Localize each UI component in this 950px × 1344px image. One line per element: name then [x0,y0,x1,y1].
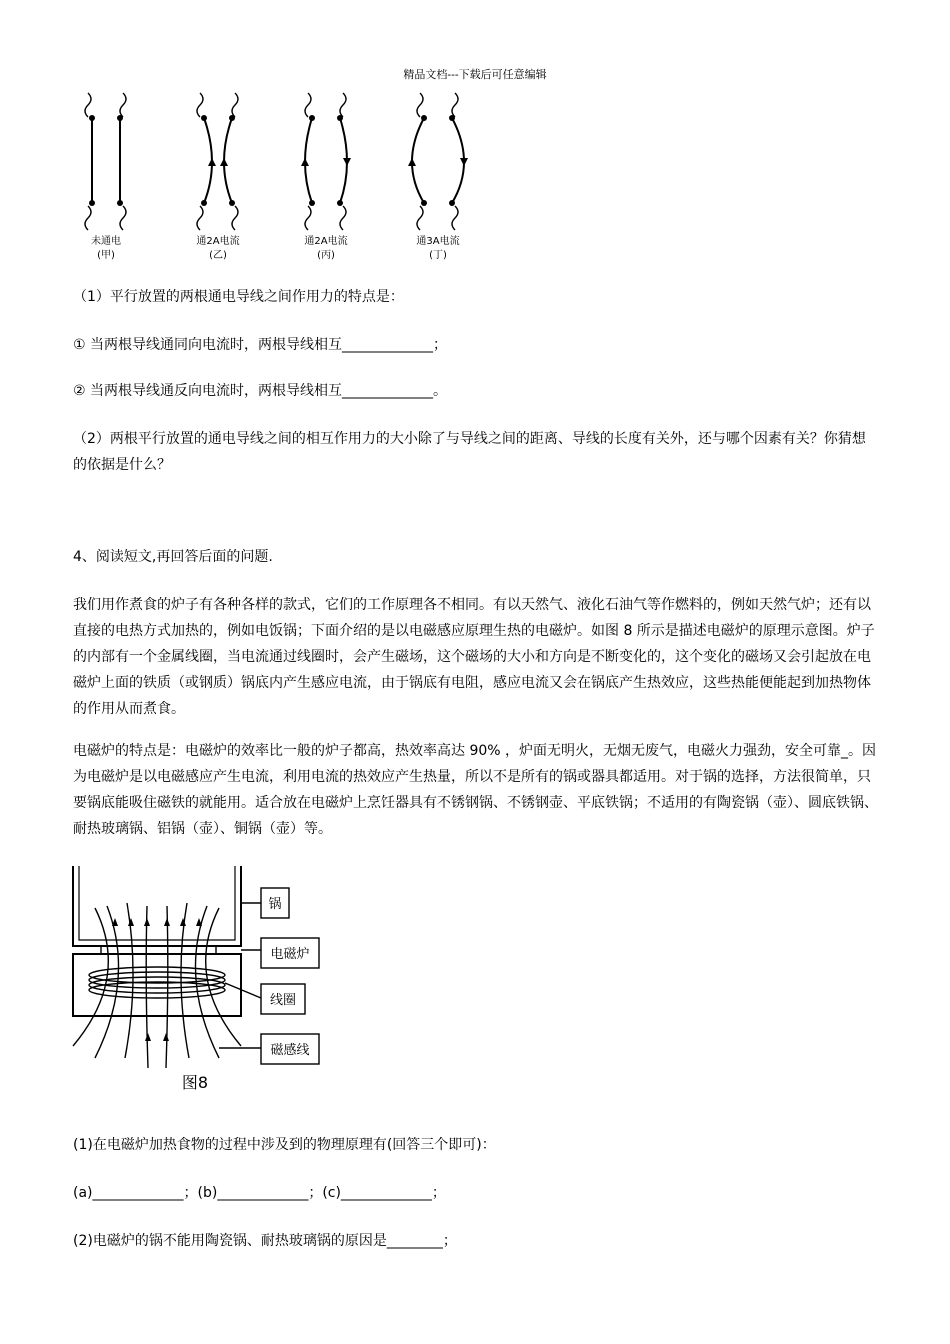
induction-cooker-figure [65,858,335,1098]
arrow-down-icon [343,158,351,166]
wire-label-bottom: (乙) [209,250,227,261]
arrow-up-icon [301,158,309,166]
parallel-wires-figure [70,88,490,266]
coil-icon [120,93,126,117]
wire-label-top: 未通电 [91,236,121,247]
wire-label-bottom: (丁) [429,250,447,261]
label-pot: 锅 [268,897,282,912]
question-1: （1）平行放置的两根通电导线之间作用力的特点是： [73,289,404,305]
paragraph-1: 我们用作煮食的炉子有各种各样的款式，它们的工作原理各不相同。有以天然气、液化石油气等作燃料的，例如天然气炉；还有以直接的电热方式加热的，例如电饭锅；下面介绍的是以电磁感应原理生热的电磁炉。如图 8 所示是描述电磁炉的原理示意图。炉子的内部有一个金属线圈，当电流通过线圈时，会产生磁场，这个磁场的大小和方向是不断变化的，这个变化的磁场又会引起放在电磁炉上面的铁质（或钢质）锅底内产生感应电流，由于锅底有电阻，感应电流又会在锅底产生热效应，这些热能便能起到加热物体的作用从而煮食。 [73,597,875,717]
arrow-up-icon [208,158,216,166]
label-field-lines: 磁感线 [270,1043,310,1058]
label-coil: 线圈 [269,993,297,1008]
arrow-down-icon [460,158,468,166]
arrow-up-icon [144,918,150,926]
arrow-up-icon [220,158,228,166]
figure-caption: 图8 [181,1073,209,1092]
coil-icon [85,93,91,117]
wire-label-bottom: (丙) [317,250,335,261]
question-1a: ① 当两根导线通同向电流时，两根导线相互_____________； [73,337,447,353]
arrow-up-icon [408,158,416,166]
wire-label-top: 通2A电流 [304,236,348,247]
question-1b: ② 当两根导线通反向电流时，两根导线相互_____________。 [73,383,447,399]
arrow-up-icon [164,918,170,926]
sub-question-2: (2)电磁炉的锅不能用陶瓷锅、耐热玻璃锅的原因是________； [73,1233,457,1249]
arrow-up-icon [163,1033,169,1041]
arrow-up-icon [145,1033,151,1041]
wire-label-top: 通3A电流 [416,236,460,247]
wire-label-top: 通2A电流 [196,236,240,247]
page-header: 精品文档---下载后可任意编辑 [403,68,547,81]
sub-question-1-blanks: (a)_____________；(b)_____________；(c)_____________； [73,1185,446,1201]
question-2: （2）两根平行放置的通电导线之间的相互作用力的大小除了与导线之间的距离、导线的长度有关外，还与哪个因素有关？你猜想的依据是什么？ [73,431,866,473]
paragraph-2: 电磁炉的特点是：电磁炉的效率比一般的炉子都高，热效率高达 90% ，炉面无明火，无烟无废气，电磁火力强劲，安全可靠_。因为电磁炉是以电磁感应产生电流，利用电流的热效应产生热量，所以不是所有的锅或器具都适用。对于锅的选择，方法很简单，只要锅底能吸住磁铁的就能用。适合放在电磁炉上烹饪器具有不锈钢锅、不锈钢壶、平底铁锅；不适用的有陶瓷锅（壶）、圆底铁锅、耐热玻璃锅、铝锅（壶）、铜锅（壶）等。 [73,743,878,837]
section-4-title: 4、阅读短文,再回答后面的问题. [73,549,273,565]
label-cooker: 电磁炉 [270,947,310,962]
wire-label-bottom: (甲) [97,250,115,261]
sub-question-1: (1)在电磁炉加热食物的过程中涉及到的物理原理有(回答三个即可)： [73,1137,496,1153]
